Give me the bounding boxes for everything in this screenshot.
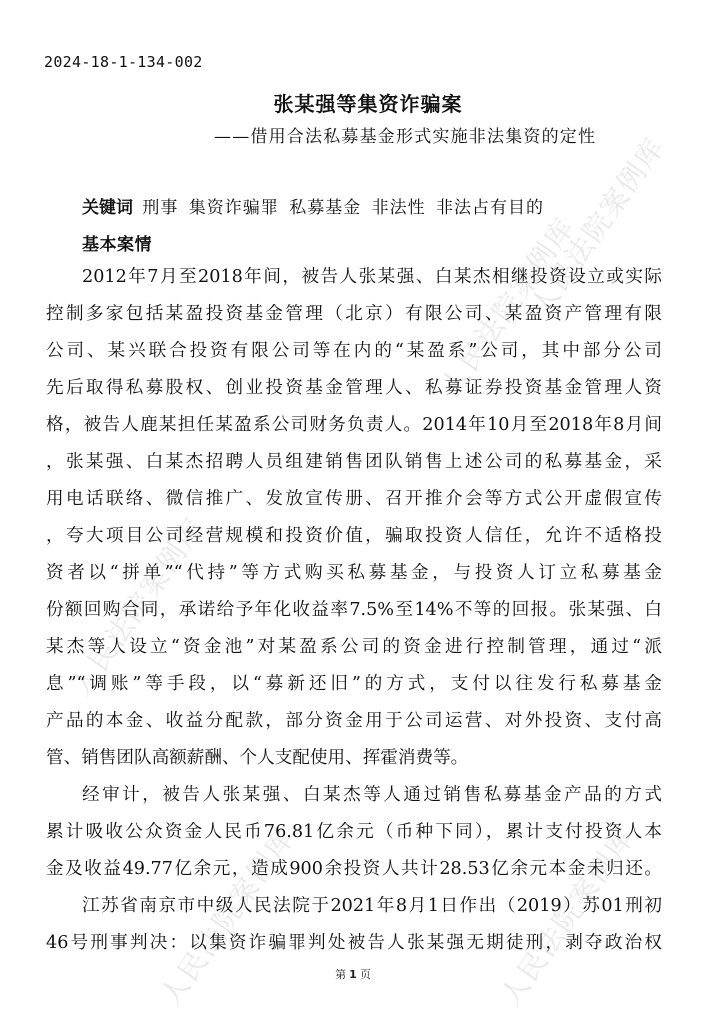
page-subtitle: ——借用合法私募基金形式实施非法集资的定性 xyxy=(214,127,597,147)
body-line: 管、销售团队高额薪酬、个人支配使用、挥霍消费等。 xyxy=(46,748,469,768)
keywords-row xyxy=(82,193,544,218)
document-number: 2024-18-1-134-002 xyxy=(44,53,203,71)
body-line: 控制多家包括某盈投资基金管理（北京）有限公司、某盈资产管理有限 xyxy=(46,304,662,324)
body-line: 产品的本金、收益分配款，部分资金用于公司运营、对外投资、支付高 xyxy=(46,711,662,731)
body-line: 江苏省南京市中级人民法院于2021年8月1日作出（2019）苏01刑初 xyxy=(82,896,662,916)
section-heading: 基本案情 xyxy=(82,235,152,255)
body-line: 用电话联络、微信推广、发放宣传册、召开推介会等方式公开虚假宣传 xyxy=(46,489,662,509)
watermark: 人民法院案例库 xyxy=(524,130,672,322)
watermark: 人民法院案例库 xyxy=(64,510,212,702)
body-line: 经审计，被告人张某强、白某杰等人通过销售私募基金产品的方式 xyxy=(82,785,662,805)
footer-prefix: 第 xyxy=(335,968,347,981)
body-line: 累计吸收公众资金人民币76.81亿余元（币种下同），累计支付投资人本 xyxy=(46,822,662,842)
keywords-value: 刑事 集资诈骗罪 私募基金 非法性 非法占有目的 xyxy=(142,198,545,218)
keywords-label: 关键词 xyxy=(82,198,133,218)
page-title: 张某强等集资诈骗案 xyxy=(273,92,463,116)
body-line: 息”“调账”等手段，以“募新还旧”的方式，支付以往发行私募基金 xyxy=(46,674,662,694)
body-line: ，张某强、白某杰招聘人员组建销售团队销售上述公司的私募基金，采 xyxy=(46,452,662,472)
page-number: 1 xyxy=(349,968,357,981)
watermark: 人民法院案例库 xyxy=(154,820,302,1012)
watermark: 人民法院案例库 xyxy=(434,210,582,402)
body-line: 金及收益49.77亿余元，造成900余投资人共计28.53亿余元本金未归还。 xyxy=(46,859,662,879)
footer-suffix: 页 xyxy=(359,968,371,981)
body-line: 2012年7月至2018年间，被告人张某强、白某杰相继投资设立或实际 xyxy=(82,267,662,287)
page-footer xyxy=(0,966,706,982)
body-line: 资者以“拼单”“代持”等方式购买私募基金，与投资人订立私募基金 xyxy=(46,563,662,583)
body-line: 公司、某兴联合投资有限公司等在内的“某盈系”公司，其中部分公司 xyxy=(46,341,662,361)
watermark: 人民法院案例库 xyxy=(494,820,642,1012)
body-line: 份额回购合同，承诺给予年化收益率7.5%至14%不等的回报。张某强、白 xyxy=(46,600,662,620)
body-line: 某杰等人设立“资金池”对某盈系公司的资金进行控制管理，通过“派 xyxy=(46,637,662,657)
body-line: 格，被告人鹿某担任某盈系公司财务负责人。2014年10月至2018年8月间 xyxy=(46,415,662,435)
body-line: 先后取得私募股权、创业投资基金管理人、私募证券投资基金管理人资 xyxy=(46,378,662,398)
body-line: ，夸大项目公司经营规模和投资价值，骗取投资人信任，允许不适格投 xyxy=(46,526,662,546)
body-line: 46号刑事判决：以集资诈骗罪判处被告人张某强无期徒刑，剥夺政治权 xyxy=(46,933,662,953)
